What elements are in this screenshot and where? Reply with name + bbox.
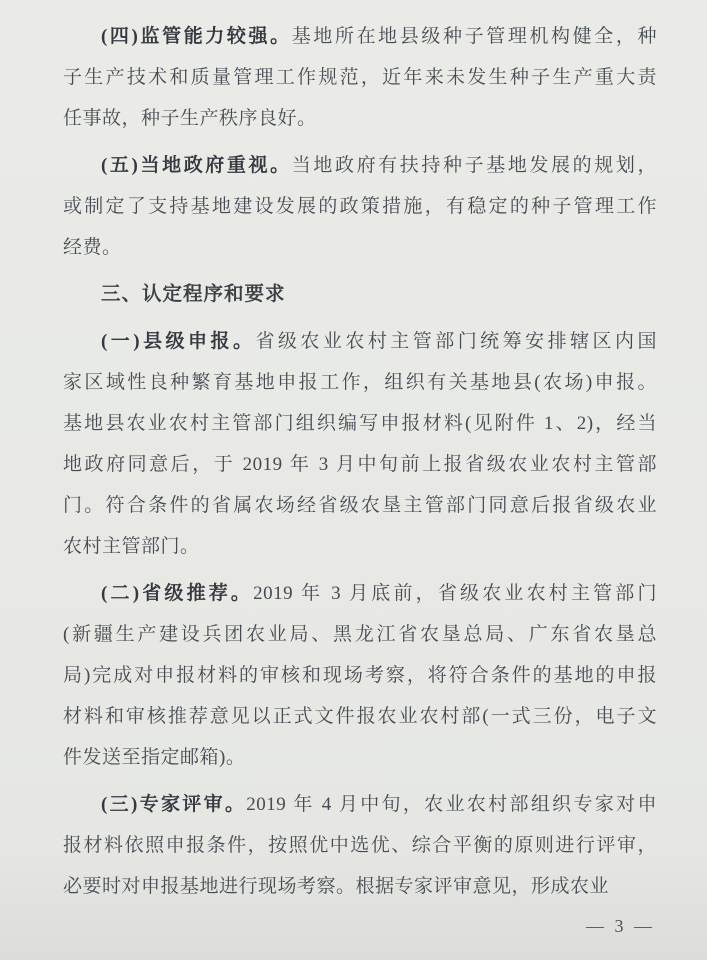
paragraph-line: 经费。 (63, 237, 122, 258)
paragraph-line: 地政府同意后，于 2019 年 3 月中旬前上报省级农业农村主管部 (63, 454, 657, 475)
paragraph-lead-bold: (三)专家评审。 (101, 794, 247, 815)
paragraph-line: 或制定了支持基地建设发展的政策措施，有稳定的种子管理工作 (63, 196, 657, 217)
paragraph-text: 当地政府有扶持种子基地发展的规划， (291, 155, 657, 176)
paragraph-local-government (63, 145, 657, 268)
paragraph-lead-bold: (五)当地政府重视。 (101, 155, 292, 176)
paragraph-line: 必要时对申报基地进行现场考察。根据专家评审意见，形成农业 (63, 876, 610, 897)
paragraph-line: 材料和审核推荐意见以正式文件报农业农村部(一式三份，电子文 (63, 706, 657, 727)
paragraph-line: 报材料依照申报条件，按照优中选优、综合平衡的原则进行评审， (63, 835, 657, 856)
paragraph-line (63, 321, 657, 362)
paragraph-line (63, 573, 657, 614)
paragraph-text: 2019 年 3 月底前，省级农业农村主管部门 (253, 583, 657, 604)
paragraph-lead-bold: (四)监管能力较强。 (101, 26, 292, 47)
paragraph-line: 局)完成对申报材料的审核和现场考察，将符合条件的基地的申报 (63, 665, 657, 686)
paragraph-line: 任事故，种子生产秩序良好。 (63, 108, 317, 129)
paragraph-provincial-recommendation (63, 573, 657, 778)
paragraph-line: 件发送至指定邮箱)。 (63, 747, 246, 768)
paragraph-text: 省级农业农村主管部门统筹安排辖区内国 (255, 331, 657, 352)
paragraph-line: (新疆生产建设兵团农业局、黑龙江省农垦总局、广东省农垦总 (63, 624, 657, 645)
paragraph-lead-bold: (一)县级申报。 (101, 331, 256, 352)
paragraph-text: 2019 年 4 月中旬，农业农村部组织专家对申 (246, 794, 657, 815)
page-number: — 3 — (586, 916, 655, 936)
paragraph-supervision-capacity (63, 16, 657, 139)
paragraph-line (63, 145, 657, 186)
paragraph-line (63, 784, 657, 825)
paragraph-line: 基地县农业农村主管部门组织编写申报材料(见附件 1、2)，经当 (63, 413, 657, 434)
paragraph-line: 门。符合条件的省属农场经省级农垦主管部门同意后报省级农业 (63, 495, 657, 516)
paragraph-county-application (63, 321, 657, 567)
paragraph-line: 农村主管部门。 (63, 536, 200, 557)
paragraph-expert-review (63, 784, 657, 907)
paragraph-text: 基地所在地县级种子管理机构健全，种 (291, 26, 657, 47)
section-heading-procedures: 三、认定程序和要求 (101, 283, 286, 305)
paragraph-lead-bold: (二)省级推荐。 (101, 583, 254, 604)
paragraph-line: 子生产技术和质量管理工作规范，近年来未发生种子生产重大责 (63, 67, 657, 88)
paragraph-line: 家区域性良种繁育基地申报工作，组织有关基地县(农场)申报。 (63, 372, 657, 393)
paragraph-line (63, 16, 657, 57)
